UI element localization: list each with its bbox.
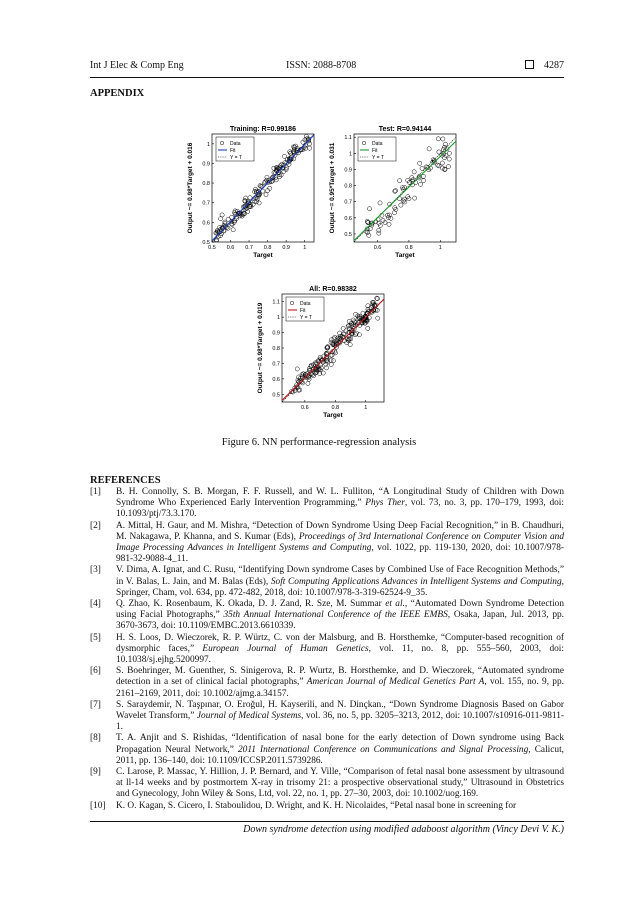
reference-text: B. H. Connolly, S. B. Morgan, F. F. Russell, and W. L. Fulliton, “A Longitudinal Study of Children with Down Syndrome Who Experienced Early Intervention Programming,” Phys Ther, vol. 73, no. 3, pp. 170–179, 1993, doi: 10.1093/ptj/73.3.170.	[116, 487, 564, 520]
reference-text: K. O. Kagan, S. Cicero, I. Staboulidou, D. Wright, and K. H. Nicolaides, “Petal nasal bone in screening for	[116, 800, 517, 811]
regression-plot-test	[326, 122, 464, 268]
y-tick-label: 0.8	[202, 181, 210, 188]
y-tick-label: 0.9	[272, 330, 280, 337]
y-tick-label: 0.6	[202, 220, 210, 227]
references-list	[90, 487, 564, 812]
page-number: 4287	[544, 60, 564, 71]
reference-text: S. Boehringer, M. Guenther, S. Sinigerova, R. P. Wurtz, B. Horsthemke, and D. Wieczorek, “Automated syndrome detection in a set of clinical facial photographs,” American Journal of Medical Genetics Part A, vol. 155, no. 9, pp. 2161–2169, 2011, doi: 10.1002/ajmg.a.34157.	[116, 666, 564, 699]
y-tick-label: 0.7	[344, 199, 352, 206]
reference-text: Q. Zhao, K. Rosenbaum, K. Okada, D. J. Zand, R. Sze, M. Summar et al., “Automated Down Syndrome Detection using Facial Photographs,” 35th Annual International Conference of the IEEE EMBS, Osaka, Japan, Jul. 2013, pp. 3670-3673, doi: 10.1109/EMBC.2013.6610339.	[116, 599, 565, 632]
page-footer: Down syndrome detection using modified adaboost algorithm (Vincy Devi V. K.)	[243, 824, 564, 835]
regression-plot-training	[184, 122, 322, 268]
y-tick-label: 0.5	[272, 392, 280, 399]
reference-number: [1]	[90, 487, 101, 497]
y-tick-label: 1	[348, 151, 352, 158]
reference-number: [4]	[90, 599, 101, 610]
reference-item	[90, 733, 564, 767]
y-tick-label: 1	[206, 141, 210, 148]
x-tick-label: 0.7	[245, 245, 253, 251]
legend-label: Fit	[372, 148, 378, 154]
y-tick-label: 0.5	[202, 240, 210, 246]
reference-text: H. S. Loos, D. Wieczorek, R. P. Würtz, C. von der Malsburg, and B. Horsthemke, “Computer-based recognition of dysmorphic faces,” European Journal of Human Genetics, vol. 11, no. 8, pp. 555–560, 2003, doi: 10.1038/sj.ejhg.5200997.	[116, 632, 564, 666]
checkbox-icon	[525, 60, 534, 69]
y-axis-label: Output ~= 0.98*Target + 0.016	[187, 142, 194, 234]
reference-item	[90, 487, 564, 521]
x-tick-label: 0.6	[226, 245, 235, 251]
reference-item	[90, 767, 564, 801]
reference-item	[90, 801, 564, 812]
x-tick-label: 1	[303, 245, 307, 251]
legend-label: Y = T	[300, 315, 312, 321]
plot-legend	[358, 137, 396, 161]
legend-label: Data	[230, 141, 241, 147]
y-tick-label: 0.7	[272, 361, 280, 368]
appendix-heading: APPENDIX	[90, 88, 145, 99]
x-axis-label: Target	[253, 252, 273, 259]
y-tick-label: 0.7	[202, 200, 210, 207]
legend-label: Y = T	[372, 155, 384, 161]
x-tick-label: 0.6	[301, 405, 309, 411]
legend-label: Fit	[230, 148, 236, 154]
legend-label: Data	[300, 301, 311, 307]
reference-item	[90, 599, 564, 633]
plot-title: All: R=0.98382	[309, 286, 357, 293]
reference-item	[90, 521, 564, 566]
plot-title: Training: R=0.99186	[230, 126, 296, 133]
plot-title: Test: R=0.94144	[378, 126, 432, 133]
reference-number: [5]	[90, 632, 101, 643]
data-point	[448, 127, 452, 131]
y-tick-label: 0.9	[202, 161, 210, 168]
x-tick-label: 0.5	[208, 245, 216, 251]
y-axis-label: Output ~= 0.95*Target + 0.031	[329, 142, 336, 234]
header-rule	[90, 77, 564, 78]
page-header	[90, 60, 564, 76]
x-axis-label: Target	[323, 412, 343, 419]
reference-text: V. Dima, A. Ignat, and C. Rusu, “Identifying Down syndrome Cases by Combined Use of Face Recognition Methods,” in V. Balas, L. Jain, and M. Balas (Eds), Soft Computing Applications Advances in Intelligent Systems and Computing, Springer, Cham, vol. 634, pp. 472-482, 2018, doi: 10.1007/978-3-319-62524-9_35.	[116, 565, 564, 598]
reference-text: S. Saraydemir, N. Taşpınar, O. Eroğul, H. Kayserili, and N. Dinçkan., “Down Syndrome Diagnosis Based on Gabor Wavelet Transform,” Journal of Medical Systems, vol. 36, no. 5, pp. 3205–3213, 2012, doi: 10.1007/s10916-011-9811-1.	[116, 699, 564, 733]
x-tick-label: 0.6	[373, 245, 382, 251]
reference-text: A. Mittal, H. Gaur, and M. Mishra, “Detection of Down Syndrome Using Deep Facial Recognition,” in B. Chaudhuri, M. Nakagawa, P. Khanna, and S. Kumar (Eds), Proceedings of 3rd International Conference on Computer Vision and Image Processing Advances in Intelligent Systems and Computing, vol. 1022, pp. 119-130, 2020, doi: 10.1007/978-981-32-9088-4_11.	[116, 520, 565, 565]
reference-item	[90, 700, 564, 734]
x-tick-label: 0.8	[405, 245, 413, 251]
issn: ISSN: 2088-8708	[286, 60, 357, 71]
reference-number: [8]	[90, 733, 101, 744]
x-tick-label: 0.8	[331, 405, 340, 411]
journal-name: Int J Elec & Comp Eng	[90, 60, 184, 71]
x-axis-label: Target	[395, 252, 415, 259]
legend-label: Data	[372, 141, 383, 147]
references-heading: REFERENCES	[90, 475, 161, 486]
y-tick-label: 1.1	[272, 299, 280, 306]
y-tick-label: 0.5	[344, 231, 352, 238]
reference-number: [10]	[90, 800, 106, 811]
plot-legend	[286, 297, 324, 321]
x-tick-label: 1	[364, 405, 368, 411]
reference-text: T. A. Anjit and S. Rishidas, “Identification of nasal bone for the early detection of Down syndrome using Back Propagation Neural Network,” 2011 International Conference on Communications and Signal Processing, Calicut, 2011, pp. 136–140, doi: 10.1109/ICCSP.2011.5739286.	[116, 733, 565, 766]
reference-number: [6]	[90, 666, 101, 677]
x-tick-label: 1	[438, 245, 442, 251]
reference-item	[90, 565, 564, 599]
legend-label: Y = T	[230, 155, 242, 161]
reference-item	[90, 633, 564, 667]
y-tick-label: 0.6	[344, 215, 352, 222]
y-tick-label: 0.6	[272, 376, 280, 383]
reference-text: C. Larose, P. Massac, Y. Hillion, J. P. Bernard, and Y. Ville, “Comparison of fetal nasal bone assessment by ultrasound at ll-14 weeks and by postmortem X-ray in trisomy 21: a prospective observational study,” Ultrasound in Obstetrics and Gynecology, John Wiley & Sons, Ltd, vol. 22, no. 1, pp. 27–30, 2003, doi: 10.1002/uog.169.	[116, 767, 564, 800]
x-tick-label: 0.9	[282, 245, 291, 251]
y-tick-label: 0.9	[344, 167, 352, 174]
y-tick-label: 1	[276, 315, 280, 322]
legend-label: Fit	[300, 308, 306, 314]
y-tick-label: 1.1	[344, 135, 352, 142]
reference-number: [2]	[90, 520, 101, 531]
y-axis-label: Output ~= 0.98*Target + 0.019	[257, 302, 264, 394]
x-tick-label: 0.8	[263, 245, 272, 251]
plot-legend	[216, 137, 254, 161]
reference-number: [3]	[90, 565, 101, 576]
reference-item	[90, 666, 564, 700]
page-number-area	[525, 60, 564, 71]
reference-number: [9]	[90, 767, 101, 778]
regression-plot-all	[254, 282, 392, 428]
y-tick-label: 0.8	[272, 346, 280, 352]
footer-rule	[90, 821, 564, 822]
figure-caption: Figure 6. NN performance-regression analysis	[221, 437, 417, 448]
reference-number: [7]	[90, 699, 101, 710]
y-tick-label: 0.8	[344, 183, 352, 190]
